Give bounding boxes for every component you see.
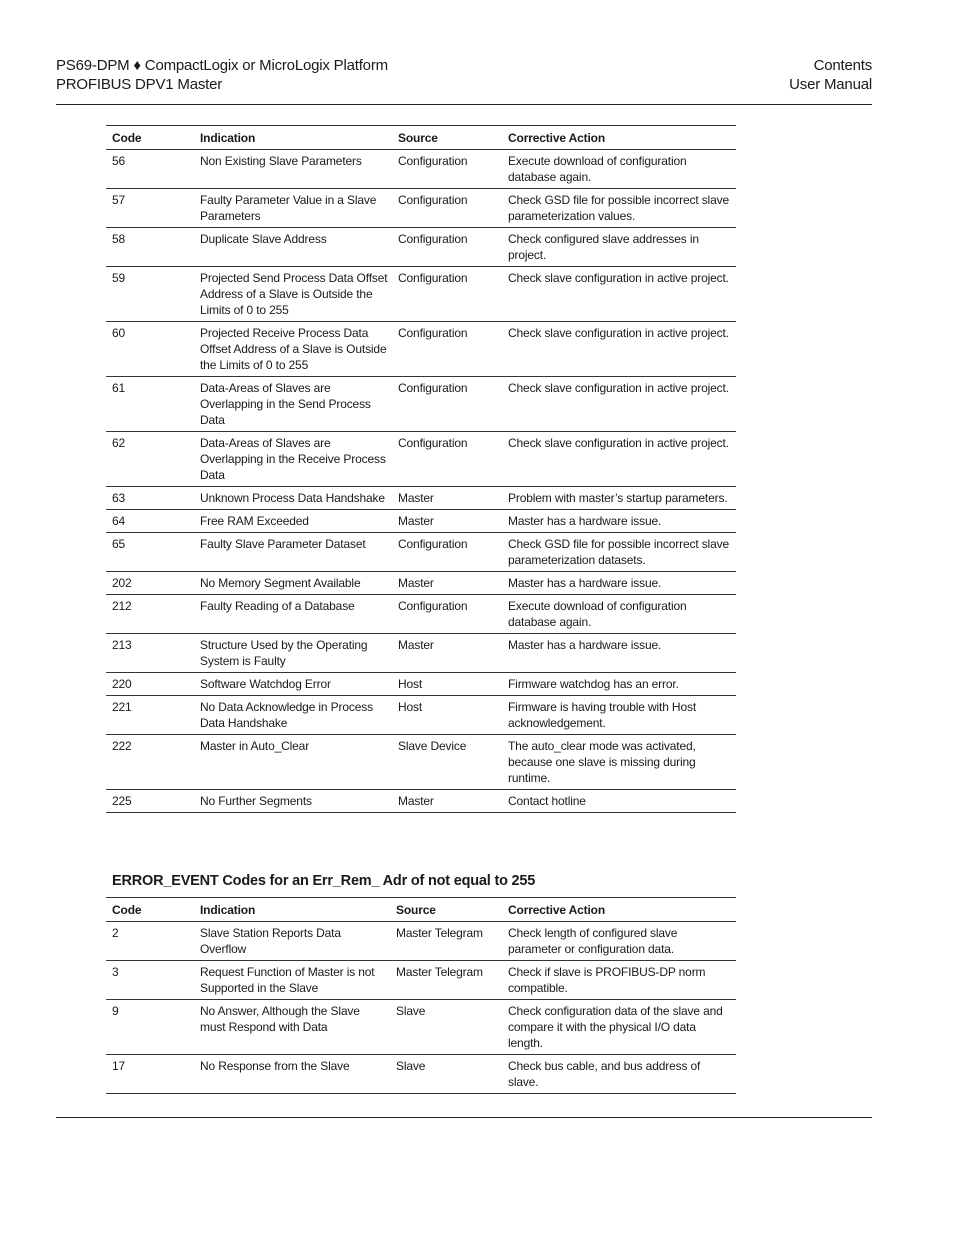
cell-source: Configuration <box>392 267 502 322</box>
cell-indication: No Data Acknowledge in Process Data Handshake <box>194 696 392 735</box>
cell-code: 64 <box>106 510 194 533</box>
cell-code: 63 <box>106 487 194 510</box>
cell-code: 9 <box>106 1000 194 1055</box>
cell-code: 2 <box>106 922 194 961</box>
cell-indication: Structure Used by the Operating System is Faulty <box>194 634 392 673</box>
cell-source: Master <box>392 634 502 673</box>
table-row <box>106 150 736 189</box>
cell-corrective-action: Contact hotline <box>502 790 736 813</box>
cell-code: 62 <box>106 432 194 487</box>
section-title: ERROR_EVENT Codes for an Err_Rem_ Adr of not equal to 255 <box>112 873 536 889</box>
cell-corrective-action: Execute download of configuration database again. <box>502 595 736 634</box>
cell-indication: Software Watchdog Error <box>194 673 392 696</box>
column-header-source: Source <box>392 126 502 150</box>
cell-source: Master <box>392 510 502 533</box>
cell-source: Master <box>392 790 502 813</box>
cell-corrective-action: Master has a hardware issue. <box>502 572 736 595</box>
cell-indication: Slave Station Reports Data Overflow <box>194 922 390 961</box>
table-row <box>106 377 736 432</box>
cell-source: Slave <box>390 1000 502 1055</box>
page-header <box>56 56 872 100</box>
cell-source: Master Telegram <box>390 922 502 961</box>
cell-indication: Faulty Parameter Value in a Slave Parameters <box>194 189 392 228</box>
header-left <box>56 56 388 94</box>
column-header-corrective-action: Corrective Action <box>502 898 736 922</box>
cell-code: 57 <box>106 189 194 228</box>
cell-code: 59 <box>106 267 194 322</box>
column-header-indication: Indication <box>194 126 392 150</box>
table-row <box>106 228 736 267</box>
column-header-code: Code <box>106 126 194 150</box>
error-event-codes-table <box>106 897 736 1094</box>
cell-source: Configuration <box>392 322 502 377</box>
table-row <box>106 432 736 487</box>
table-row <box>106 961 736 1000</box>
cell-code: 65 <box>106 533 194 572</box>
table-row <box>106 487 736 510</box>
table-body <box>106 150 736 813</box>
cell-corrective-action: The auto_clear mode was activated, because one slave is missing during runtime. <box>502 735 736 790</box>
cell-corrective-action: Check length of configured slave parameter or configuration data. <box>502 922 736 961</box>
header-right <box>789 56 872 94</box>
table-body <box>106 922 736 1094</box>
table-row <box>106 189 736 228</box>
cell-code: 61 <box>106 377 194 432</box>
cell-code: 220 <box>106 673 194 696</box>
column-header-indication: Indication <box>194 898 390 922</box>
cell-indication: No Answer, Although the Slave must Respond with Data <box>194 1000 390 1055</box>
cell-source: Configuration <box>392 595 502 634</box>
cell-indication: No Further Segments <box>194 790 392 813</box>
header-document-type: User Manual <box>789 76 872 93</box>
cell-source: Master <box>392 572 502 595</box>
cell-source: Configuration <box>392 189 502 228</box>
cell-corrective-action: Check GSD file for possible incorrect slave parameterization values. <box>502 189 736 228</box>
cell-indication: Faulty Slave Parameter Dataset <box>194 533 392 572</box>
cell-corrective-action: Master has a hardware issue. <box>502 634 736 673</box>
cell-corrective-action: Check if slave is PROFIBUS-DP norm compatible. <box>502 961 736 1000</box>
cell-indication: Non Existing Slave Parameters <box>194 150 392 189</box>
table-row <box>106 1000 736 1055</box>
cell-indication: No Memory Segment Available <box>194 572 392 595</box>
table-row <box>106 735 736 790</box>
cell-indication: Unknown Process Data Handshake <box>194 487 392 510</box>
cell-code: 221 <box>106 696 194 735</box>
cell-indication: Free RAM Exceeded <box>194 510 392 533</box>
cell-corrective-action: Check slave configuration in active project. <box>502 432 736 487</box>
header-product-subtitle: PROFIBUS DPV1 Master <box>56 76 223 93</box>
cell-corrective-action: Check GSD file for possible incorrect slave parameterization datasets. <box>502 533 736 572</box>
cell-corrective-action: Check configuration data of the slave and compare it with the physical I/O data length. <box>502 1000 736 1055</box>
cell-indication: Request Function of Master is not Supported in the Slave <box>194 961 390 1000</box>
cell-code: 225 <box>106 790 194 813</box>
table-row <box>106 595 736 634</box>
cell-source: Master Telegram <box>390 961 502 1000</box>
cell-indication: Data-Areas of Slaves are Overlapping in the Receive Process Data <box>194 432 392 487</box>
cell-indication: Projected Receive Process Data Offset Address of a Slave is Outside the Limits of 0 to 255 <box>194 322 392 377</box>
cell-indication: No Response from the Slave <box>194 1055 390 1094</box>
cell-corrective-action: Check slave configuration in active project. <box>502 377 736 432</box>
table-row <box>106 1055 736 1094</box>
cell-indication: Data-Areas of Slaves are Overlapping in the Send Process Data <box>194 377 392 432</box>
cell-source: Configuration <box>392 150 502 189</box>
cell-code: 3 <box>106 961 194 1000</box>
cell-code: 212 <box>106 595 194 634</box>
cell-source: Master <box>392 487 502 510</box>
cell-corrective-action: Check configured slave addresses in project. <box>502 228 736 267</box>
column-header-source: Source <box>390 898 502 922</box>
cell-corrective-action: Master has a hardware issue. <box>502 510 736 533</box>
table-row <box>106 634 736 673</box>
cell-code: 17 <box>106 1055 194 1094</box>
cell-source: Configuration <box>392 533 502 572</box>
cell-corrective-action: Check slave configuration in active project. <box>502 267 736 322</box>
cell-source: Host <box>392 673 502 696</box>
cell-code: 60 <box>106 322 194 377</box>
header-section-name: Contents <box>813 57 872 74</box>
table-row <box>106 673 736 696</box>
header-divider <box>56 104 872 105</box>
cell-source: Slave <box>390 1055 502 1094</box>
table-row <box>106 533 736 572</box>
table-row <box>106 572 736 595</box>
cell-source: Slave Device <box>392 735 502 790</box>
table-header-row <box>106 126 736 150</box>
cell-code: 222 <box>106 735 194 790</box>
table-header-row <box>106 898 736 922</box>
cell-code: 58 <box>106 228 194 267</box>
cell-corrective-action: Firmware watchdog has an error. <box>502 673 736 696</box>
cell-source: Configuration <box>392 377 502 432</box>
cell-indication: Master in Auto_Clear <box>194 735 392 790</box>
cell-corrective-action: Problem with master’s startup parameters. <box>502 487 736 510</box>
column-header-corrective-action: Corrective Action <box>502 126 736 150</box>
cell-code: 202 <box>106 572 194 595</box>
cell-indication: Duplicate Slave Address <box>194 228 392 267</box>
cell-code: 56 <box>106 150 194 189</box>
cell-code: 213 <box>106 634 194 673</box>
table-row <box>106 322 736 377</box>
table-row <box>106 696 736 735</box>
cell-corrective-action: Firmware is having trouble with Host acknowledgement. <box>502 696 736 735</box>
column-header-code: Code <box>106 898 194 922</box>
cell-indication: Faulty Reading of a Database <box>194 595 392 634</box>
cell-indication: Projected Send Process Data Offset Address of a Slave is Outside the Limits of 0 to 255 <box>194 267 392 322</box>
footer-divider <box>56 1117 872 1118</box>
header-product-title: PS69-DPM ♦ CompactLogix or MicroLogix Platform <box>56 57 388 74</box>
table-row <box>106 267 736 322</box>
error-codes-table <box>106 125 736 813</box>
cell-corrective-action: Execute download of configuration database again. <box>502 150 736 189</box>
cell-corrective-action: Check slave configuration in active project. <box>502 322 736 377</box>
cell-corrective-action: Check bus cable, and bus address of slave. <box>502 1055 736 1094</box>
table-row <box>106 510 736 533</box>
cell-source: Configuration <box>392 228 502 267</box>
table-row <box>106 922 736 961</box>
cell-source: Host <box>392 696 502 735</box>
table-row <box>106 790 736 813</box>
cell-source: Configuration <box>392 432 502 487</box>
